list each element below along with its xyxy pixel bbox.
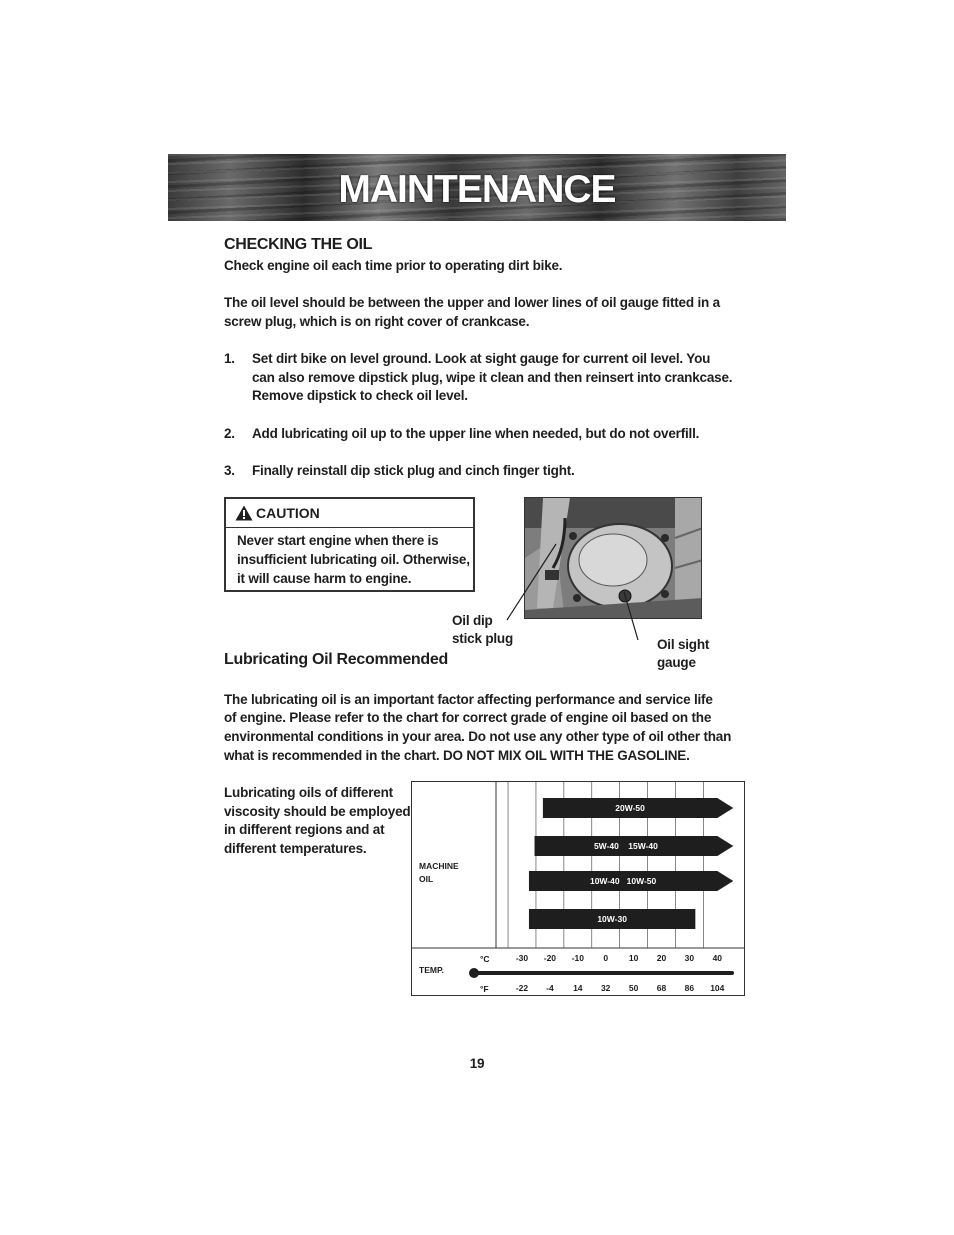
lubricating-line: The lubricating oil is an important factor affecting performance and service life xyxy=(224,692,713,707)
page-number: 19 xyxy=(469,1056,485,1071)
step-number: 2. xyxy=(224,426,235,441)
celsius-tick: 20 xyxy=(656,953,667,963)
oil-grade-label: 10W-30 xyxy=(597,914,627,924)
temp-label: TEMP. xyxy=(419,965,444,975)
viscosity-note-line: Lubricating oils of different xyxy=(224,785,393,800)
checking-para-line1: The oil level should be between the upper and lower lines of oil gauge fitted in a xyxy=(224,295,720,310)
chart-grid xyxy=(412,782,744,995)
oil-grade-label: 5W-40 15W-40 xyxy=(593,841,658,851)
caution-line: it will cause harm to engine. xyxy=(237,571,412,586)
step-number: 3. xyxy=(224,463,235,478)
fahrenheit-tick: 68 xyxy=(656,983,667,993)
warning-icon xyxy=(235,505,253,521)
sight-gauge-leader xyxy=(624,592,638,640)
step-text: can also remove dipstick plug, wipe it clean and then reinsert into crankcase. xyxy=(252,370,733,385)
fahrenheit-tick: 104 xyxy=(710,983,725,993)
celsius-tick: -30 xyxy=(515,953,529,963)
fahrenheit-tick: 14 xyxy=(573,983,583,993)
checking-heading: CHECKING THE OIL xyxy=(224,236,373,253)
caution-box xyxy=(224,497,475,592)
fahrenheit-tick: 50 xyxy=(628,983,639,993)
viscosity-note-line: different temperatures. xyxy=(224,841,367,856)
sight-gauge-label-line2: gauge xyxy=(657,655,696,670)
caution-label: CAUTION xyxy=(256,505,320,521)
sight-gauge-label-line1: Oil sight xyxy=(657,637,710,652)
oil-grade-label: 20W-50 xyxy=(615,803,645,813)
caution-line: Never start engine when there is xyxy=(237,533,439,548)
fahrenheit-tick: 86 xyxy=(684,983,695,993)
step-text: Remove dipstick to check oil level. xyxy=(252,388,468,403)
callout-lines xyxy=(500,540,650,650)
caution-line: insufficient lubricating oil. Otherwise, xyxy=(237,552,470,567)
dip-stick-leader xyxy=(507,544,556,620)
fahrenheit-tick: 32 xyxy=(600,983,611,993)
machine-oil-label-line1: MACHINE xyxy=(419,861,459,871)
celsius-tick: 40 xyxy=(712,953,723,963)
caution-text xyxy=(237,531,473,588)
page-title: MAINTENANCE xyxy=(338,168,616,211)
checking-para-line2: screw plug, which is on right cover of crankcase. xyxy=(224,314,530,329)
lubricating-heading: Lubricating Oil Recommended xyxy=(224,651,448,668)
viscosity-note-line: in different regions and at xyxy=(224,822,385,837)
header-banner xyxy=(168,154,786,221)
temperature-scale-knob xyxy=(469,968,479,978)
celsius-tick: -10 xyxy=(571,953,584,963)
step-text: Finally reinstall dip stick plug and cinch finger tight. xyxy=(252,463,575,478)
dip-stick-label-line1: Oil dip xyxy=(452,613,493,628)
fahrenheit-tick: -22 xyxy=(515,983,529,993)
step-number: 1. xyxy=(224,351,235,366)
step-text: Add lubricating oil up to the upper line when needed, but do not overfill. xyxy=(252,426,700,441)
caution-header xyxy=(226,499,473,528)
celsius-unit: °C xyxy=(480,954,490,964)
celsius-tick: 10 xyxy=(628,953,639,963)
fahrenheit-unit: °F xyxy=(480,984,489,994)
machine-oil-label-line2: OIL xyxy=(419,874,434,884)
dip-stick-label-line2: stick plug xyxy=(452,631,514,646)
celsius-tick: 30 xyxy=(684,953,695,963)
celsius-tick: 0 xyxy=(603,953,609,963)
oil-grade-label: 10W-40 10W-50 xyxy=(589,876,657,886)
oil-viscosity-chart xyxy=(411,781,745,996)
lubricating-line: environmental conditions in your area. Do not use any other type of oil other than xyxy=(224,729,732,744)
viscosity-note-line: viscosity should be employed xyxy=(224,804,411,819)
checking-intro: Check engine oil each time prior to operating dirt bike. xyxy=(224,258,563,273)
step-text: Set dirt bike on level ground. Look at sight gauge for current oil level. You xyxy=(252,351,711,366)
fahrenheit-tick: -4 xyxy=(546,983,554,993)
lubricating-line: what is recommended in the chart. DO NOT MIX OIL WITH THE GASOLINE. xyxy=(224,748,690,763)
lubricating-line: of engine. Please refer to the chart for correct grade of engine oil based on the xyxy=(224,710,712,725)
celsius-tick: -20 xyxy=(543,953,557,963)
